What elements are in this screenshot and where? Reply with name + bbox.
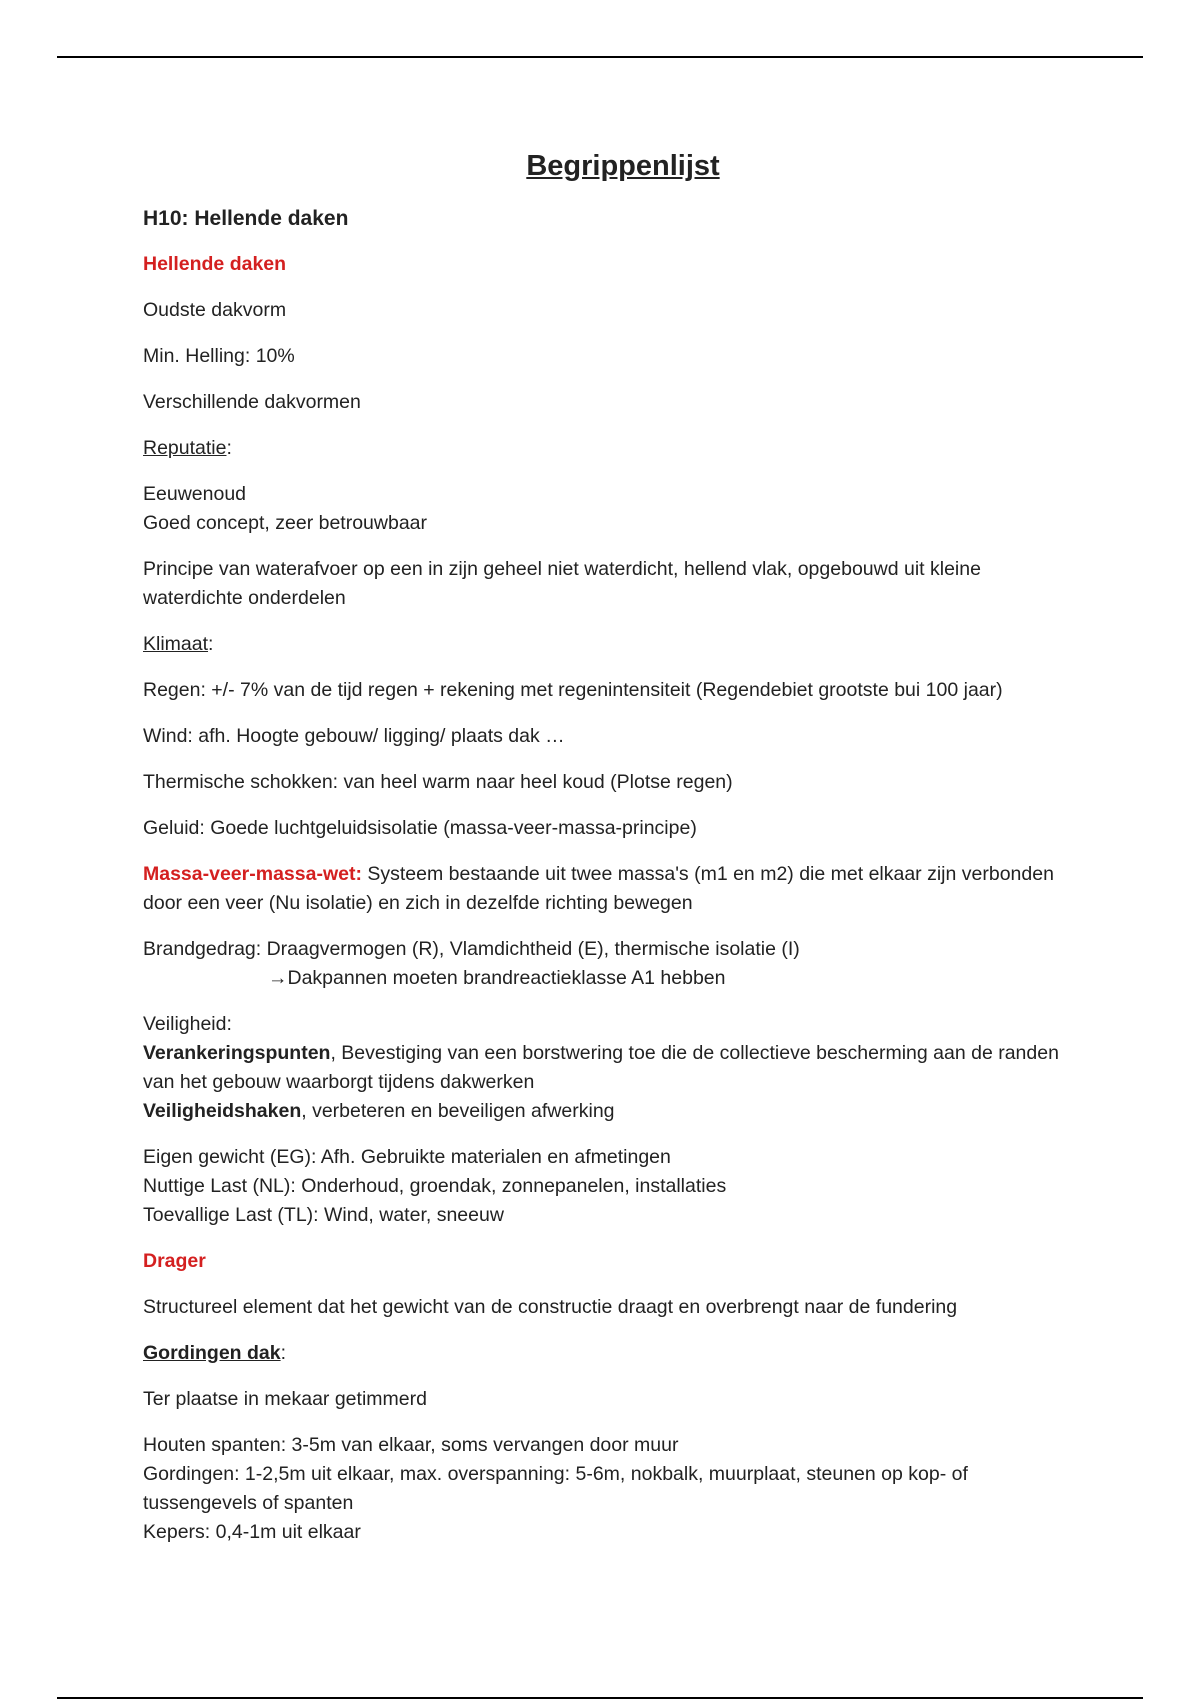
label-reputatie (143, 434, 1063, 463)
text-toevallige-last: Toevallige Last (TL): Wind, water, sneeuw (143, 1204, 504, 1226)
text-veiligheidshaken: , verbeteren en beveiligen afwerking (301, 1100, 615, 1122)
document-body (143, 140, 1063, 1564)
brandgedrag-block (143, 935, 1063, 993)
label-klimaat-colon: : (208, 633, 214, 655)
text-nuttige-last: Nuttige Last (NL): Onderhoud, groendak, zonnepanelen, installaties (143, 1175, 727, 1197)
page-title: Begrippenlijst (526, 150, 720, 182)
label-klimaat-text: Klimaat (143, 633, 209, 655)
header-rule (57, 56, 1143, 58)
text-thermisch: Thermische schokken: van heel warm naar heel koud (Plotse regen) (143, 771, 733, 793)
text-massa-veer-massa: Systeem bestaande uit twee massa's (m1 en m2) die met elkaar zijn verbonden door een veer (Nu isolatie) en zich in dezelfde richting bewegen (143, 863, 1054, 914)
text-brandreactieklasse: →Dakpannen moeten brandreactieklasse A1 hebben (268, 967, 726, 989)
term-veiligheidshaken: Veiligheidshaken (143, 1100, 302, 1122)
text-dakvormen: Verschillende dakvormen (143, 391, 361, 413)
reputatie-block (143, 480, 1063, 538)
text-kepers: Kepers: 0,4-1m uit elkaar (143, 1521, 361, 1543)
label-reputatie-text: Reputatie (143, 437, 227, 459)
text-houten-spanten: Houten spanten: 3-5m van elkaar, soms vervangen door muur (143, 1434, 679, 1456)
label-gordingen-dak-colon: : (280, 1342, 287, 1364)
label-reputatie-colon: : (226, 437, 232, 459)
label-gordingen-dak (143, 1339, 1063, 1368)
term-massa-veer-massa: Massa-veer-massa-wet: (143, 863, 362, 885)
chapter-heading: H10: Hellende daken (143, 207, 349, 230)
constructie-block (143, 1431, 1063, 1547)
text-oudste-dakvorm: Oudste dakvorm (143, 299, 287, 321)
term-verankeringspunten: Verankeringspunten (143, 1042, 331, 1064)
section-heading-drager: Drager (143, 1250, 206, 1272)
text-drager-definitie: Structureel element dat het gewicht van de constructie draagt en overbrengt naar de fundering (143, 1296, 958, 1318)
text-regen: Regen: +/- 7% van de tijd regen + rekening met regenintensiteit (Regendebiet grootste bui 100 jaar) (143, 679, 1003, 701)
text-geluid: Geluid: Goede luchtgeluidsisolatie (massa-veer-massa-principe) (143, 817, 697, 839)
lasten-block (143, 1143, 1063, 1230)
veiligheid-block (143, 1010, 1063, 1126)
text-eeuwenoud: Eeuwenoud (143, 483, 247, 505)
label-veiligheid: Veiligheid: (143, 1013, 232, 1035)
text-brandgedrag: Brandgedrag: Draagvermogen (R), Vlamdichtheid (E), thermische isolatie (I) (143, 938, 800, 960)
label-gordingen-dak-text: Gordingen dak (143, 1342, 281, 1364)
massa-veer-massa-block (143, 860, 1063, 918)
section-heading-hellende-daken: Hellende daken (143, 253, 287, 275)
text-ter-plaatse: Ter plaatse in mekaar getimmerd (143, 1388, 427, 1410)
text-goed-concept: Goed concept, zeer betrouwbaar (143, 512, 428, 534)
text-wind: Wind: afh. Hoogte gebouw/ ligging/ plaats dak … (143, 725, 565, 747)
footer-rule (57, 1697, 1143, 1699)
text-eigen-gewicht: Eigen gewicht (EG): Afh. Gebruikte materialen en afmetingen (143, 1146, 671, 1168)
text-gordingen: Gordingen: 1-2,5m uit elkaar, max. overspanning: 5-6m, nokbalk, muurplaat, steunen op kop- of tussengevels of spanten (143, 1463, 968, 1514)
text-min-helling: Min. Helling: 10% (143, 345, 295, 367)
label-klimaat (143, 630, 1063, 659)
text-verankeringspunten: , Bevestiging van een borstwering toe die de collectieve bescherming aan de randen van het gebouw waarborgt tijdens dakwerken (143, 1042, 1059, 1093)
text-principe: Principe van waterafvoer op een in zijn geheel niet waterdicht, hellend vlak, opgebouwd uit kleine waterdichte onderdelen (143, 558, 981, 609)
